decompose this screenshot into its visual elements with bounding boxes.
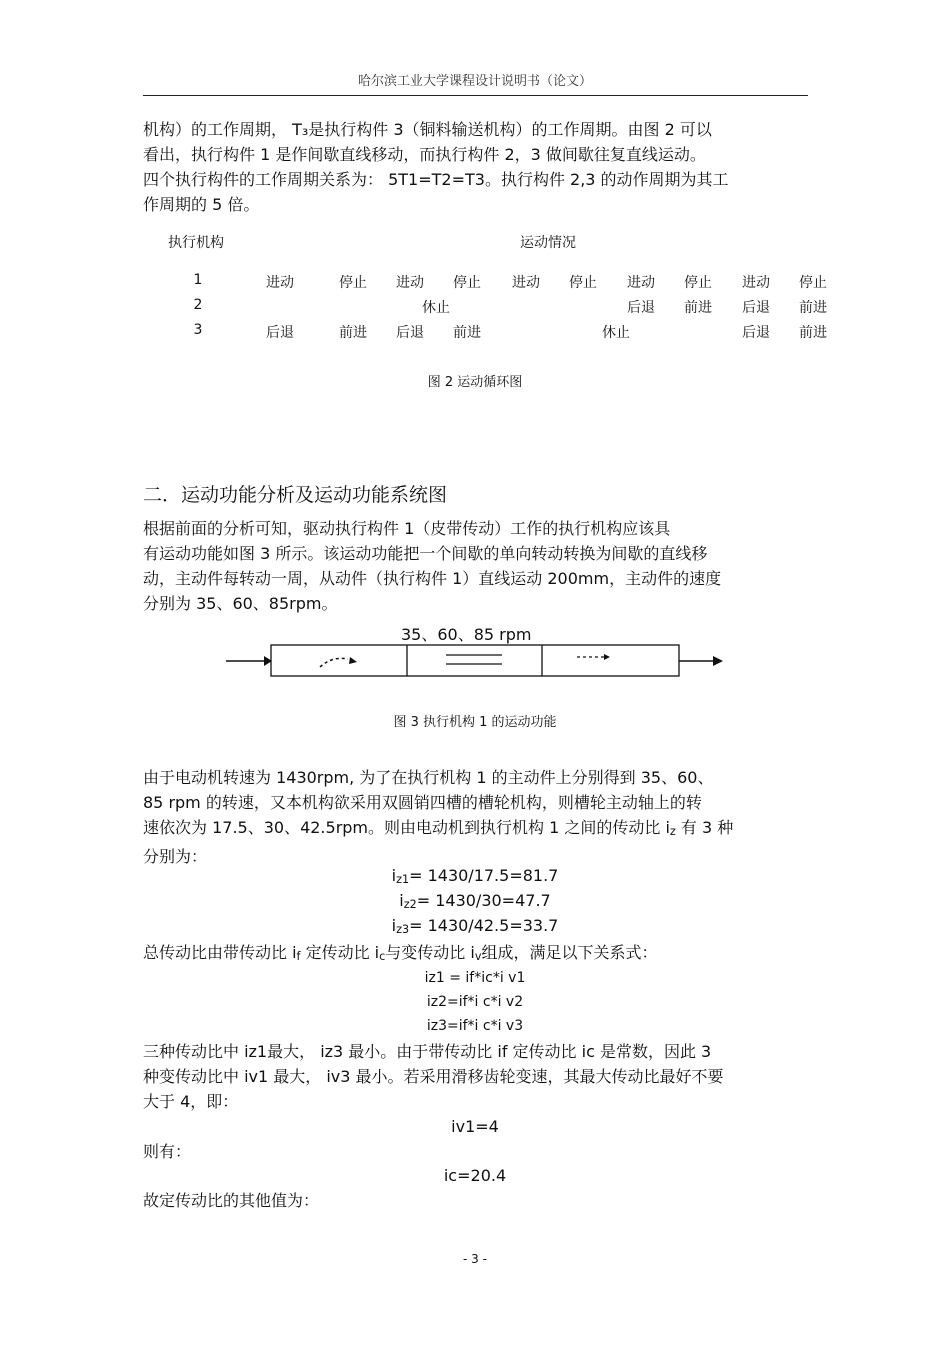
row-id: 2 [193,297,203,313]
text-line: 三种传动比中 iz1最大， iz3 最小。由于带传动比 if 定传动比 ic 是常数，因此 3 [143,1042,712,1061]
header-rule [143,95,808,96]
table-cell: 休止 [422,300,450,316]
table-cell: 进动 [512,275,540,291]
paragraph-4 [143,940,808,969]
figure-3-diagram [220,640,740,680]
therefore-line: 故定传动比的其他值为： [143,1191,320,1210]
text-line: 速依次为 17.5、30、42.5rpm。则由电动机到执行机构 1 之间的传动比 $i_z$ 有 3 种 [143,818,734,839]
table-cell: 进动 [396,275,424,291]
figure-2-caption: 图 2 运动循环图 [427,375,523,390]
figure-3-caption: 图 3 执行机构 1 的运动功能 [393,715,557,730]
table-cell: 进动 [627,275,655,291]
paragraph-3 [143,765,808,869]
text-line: 分别为： [143,847,208,867]
table-header-mechanism: 执行机构 [168,235,224,251]
section-title: 二．运动功能分析及运动功能系统图 [143,484,448,506]
page-header: 哈尔滨工业大学课程设计说明书（论文） [357,74,592,89]
text-line: 种变传动比中 iv1 最大， iv3 最小。若采用滑移齿轮变速，其最大传动比最好不要 [143,1067,724,1086]
paragraph-2 [143,516,808,616]
table-cell: 前进 [453,325,481,341]
rotary-arrow-head [349,657,357,664]
relation-3: iz3=if*i c*i v3 [426,1018,524,1034]
text-line: 分别为 35、60、85rpm。 [143,594,338,613]
table-cell: 进动 [266,275,294,291]
text-line: 有运动功能如图 3 所示。该运动功能把一个间歇的单向转动转换为间歇的直线移 [143,544,708,563]
table-cell: 停止 [684,275,712,291]
text-line: 机构）的工作周期， T₃是执行构件 3（铜料输送机构）的工作周期。由图 2 可以 [143,120,712,139]
equation-iz2: $i_{z2}= 1430/30=47.7$ [399,891,551,912]
table-cell: 前进 [339,325,367,341]
table-cell: 停止 [569,275,597,291]
figure-3-speed-label: 35、60、85 rpm [401,625,532,644]
table-cell: 后退 [742,325,770,341]
table-cell: 停止 [339,275,367,291]
page-number: - 3 - [463,1252,487,1266]
table-cell: 停止 [799,275,827,291]
equation-ic: ic=20.4 [443,1166,507,1185]
equation-iz3: $i_{z3}= 1430/42.5=33.7$ [391,916,559,937]
table-cell: 后退 [266,325,294,341]
table-cell: 休止 [602,325,630,341]
equation-iv1: iv1=4 [451,1117,499,1136]
table-cell: 后退 [742,300,770,316]
table-cell: 前进 [684,300,712,316]
text-line: 作周期的 5 倍。 [143,195,260,214]
output-arrow-head [713,656,723,666]
row-id: 3 [193,322,203,338]
text-line: 根据前面的分析可知，驱动执行构件 1（皮带传动）工作的执行机构应该具 [143,519,671,538]
row-id: 1 [193,272,203,288]
table-cell: 后退 [627,300,655,316]
linear-arrow-head [604,654,610,660]
table-header-motion: 运动情况 [520,235,576,251]
text-line: 动，主动件每转动一周，从动件（执行构件 1）直线运动 200mm，主动件的速度 [143,569,722,588]
equation-iz1: $i_{z1}= 1430/17.5=81.7$ [391,866,559,887]
text-line: 总传动比由带传动比 $i_f$ 定传动比 $i_c$与变传动比 $i_v$组成，满足以下关系式： [143,943,658,964]
text-line: 85 rpm 的转速，又本机构欲采用双圆销四槽的槽轮机构，则槽轮主动轴上的转 [143,793,702,812]
table-cell: 后退 [396,325,424,341]
text-line: 由于电动机转速为 1430rpm, 为了在执行机构 1 的主动件上分别得到 35、60、 [143,768,714,787]
relation-1: iz1 = if*ic*i v1 [424,970,526,986]
then-line: 则有： [143,1142,192,1161]
table-cell: 停止 [453,275,481,291]
intro-paragraph [143,117,808,217]
table-cell: 前进 [799,325,827,341]
text-line: 四个执行构件的工作周期关系为： 5T1=T2=T3。执行构件 2,3 的动作周期为其工 [143,170,729,189]
text-line: 大于 4，即： [143,1092,239,1111]
relation-2: iz2=if*i c*i v2 [426,994,524,1010]
rotary-motion-symbol [320,658,348,667]
paragraph-5 [143,1039,808,1114]
table-cell: 前进 [799,300,827,316]
table-cell: 进动 [742,275,770,291]
text-line: 看出，执行构件 1 是作间歇直线移动，而执行构件 2，3 做间歇往复直线运动。 [143,145,706,164]
